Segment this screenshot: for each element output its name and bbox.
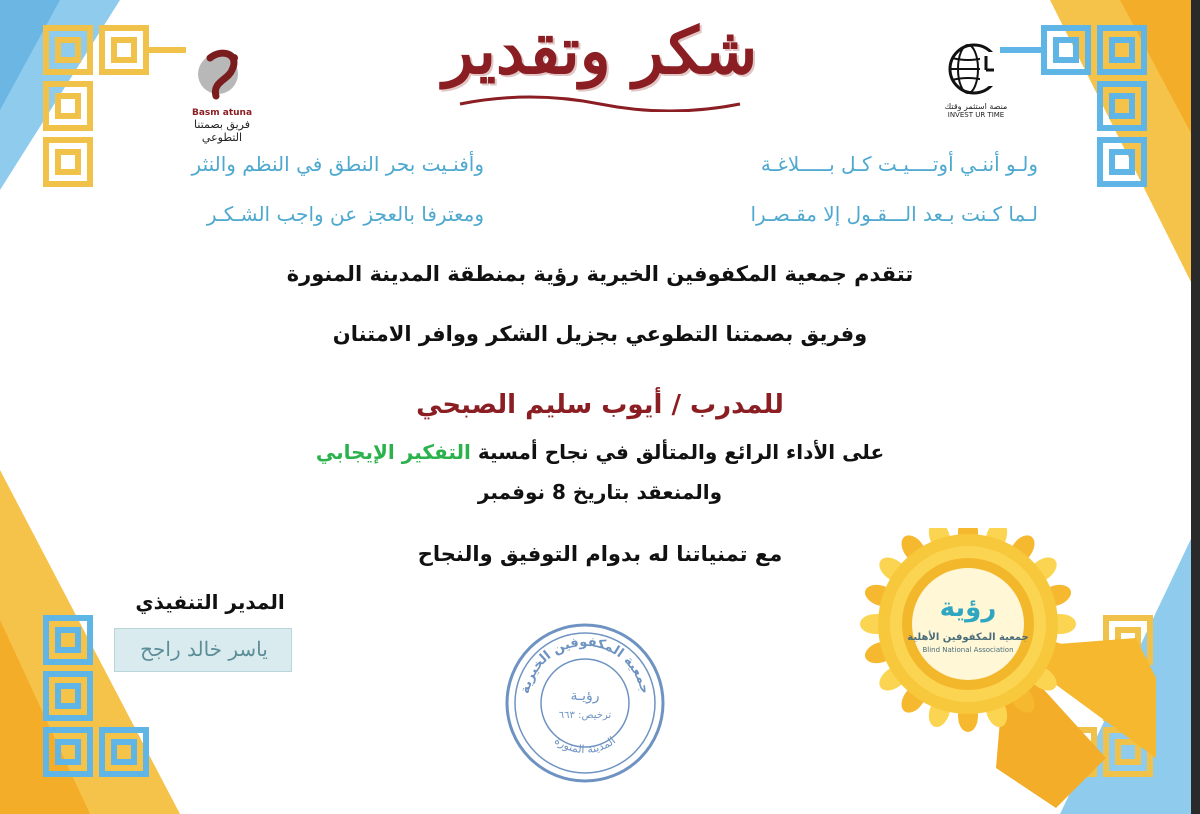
svg-text:المدينة المنورة xyxy=(552,734,618,756)
stamp-license-text: ترخيص: ٦٦٣ xyxy=(558,710,612,721)
closing-line: مع تمنياتنا له بدوام التوفيق والنجاح xyxy=(417,542,783,566)
award-rosette xyxy=(856,528,1156,808)
verse-right-2: لـما كـنت بـعد الـــقـول إلا مقـصـرا xyxy=(750,202,1038,226)
medal-name-en: Blind National Association xyxy=(922,646,1014,654)
invest-logo-caption-ar: منصة استثمر وقتك xyxy=(944,102,1008,111)
stamp-city-text: المدينة المنورة xyxy=(552,733,618,756)
signature-script: ياسر خالد راجح xyxy=(140,637,268,661)
body-line-1: تتقدم جمعية المكفوفين الخيرية رؤية بمنطقة المدينة المنورة xyxy=(286,262,914,286)
medal-name-ar: جمعية المكفوفين الأهلية xyxy=(907,632,1029,643)
body-line-4: والمنعقد بتاريخ 8 نوفمبر xyxy=(477,480,723,504)
verse-left-2: ومعترفا بالعجز عن واجب الشـكـر xyxy=(206,202,484,226)
executive-director-title: المدير التنفيذي xyxy=(135,590,285,614)
body-line-2: وفريق بصمتنا التطوعي بجزيل الشكر ووافر الامتنان xyxy=(332,322,868,346)
basmatuna-brand-latin: Basm atuna xyxy=(191,108,253,118)
basmatuna-logo xyxy=(182,48,262,144)
recipient-name: للمدرب / أيوب سليم الصبحي xyxy=(416,390,784,420)
certificate-title: شكر وتقدير xyxy=(442,14,758,89)
verse-right-1: ولـو أننـي أوتــــيـت كـل بـــــلاغـة xyxy=(760,152,1038,176)
stamp-outer-text: جمعية المكفوفين الخيرية xyxy=(517,634,653,696)
body-line-3-prefix: على الأداء الرائع والمتألق في نجاح أمسية xyxy=(477,440,885,464)
invest-ur-time-logo xyxy=(936,42,1016,124)
event-name: التفكير الإيجابي xyxy=(315,440,471,464)
certificate-title-calligraphy xyxy=(420,2,780,120)
official-stamp xyxy=(502,620,668,786)
stamp-center-text: رؤيـة xyxy=(570,688,600,704)
invest-logo-caption-en: INVEST UR TIME xyxy=(947,111,1005,119)
globe-clock-icon xyxy=(936,42,1016,98)
svg-text:جمعية المكفوفين الخيرية xyxy=(518,635,652,695)
verse-left-1: وأفنـيت بحر النطق في النظم والنثر xyxy=(191,152,484,176)
basmatuna-mark-icon xyxy=(182,48,262,104)
medal-logo-word: رؤية xyxy=(939,593,997,623)
body-line-3 xyxy=(0,440,1200,464)
signature-box xyxy=(114,628,292,672)
basmatuna-caption: فريق بصمتنا التطوعي xyxy=(193,118,250,144)
page-edge xyxy=(1191,0,1200,814)
